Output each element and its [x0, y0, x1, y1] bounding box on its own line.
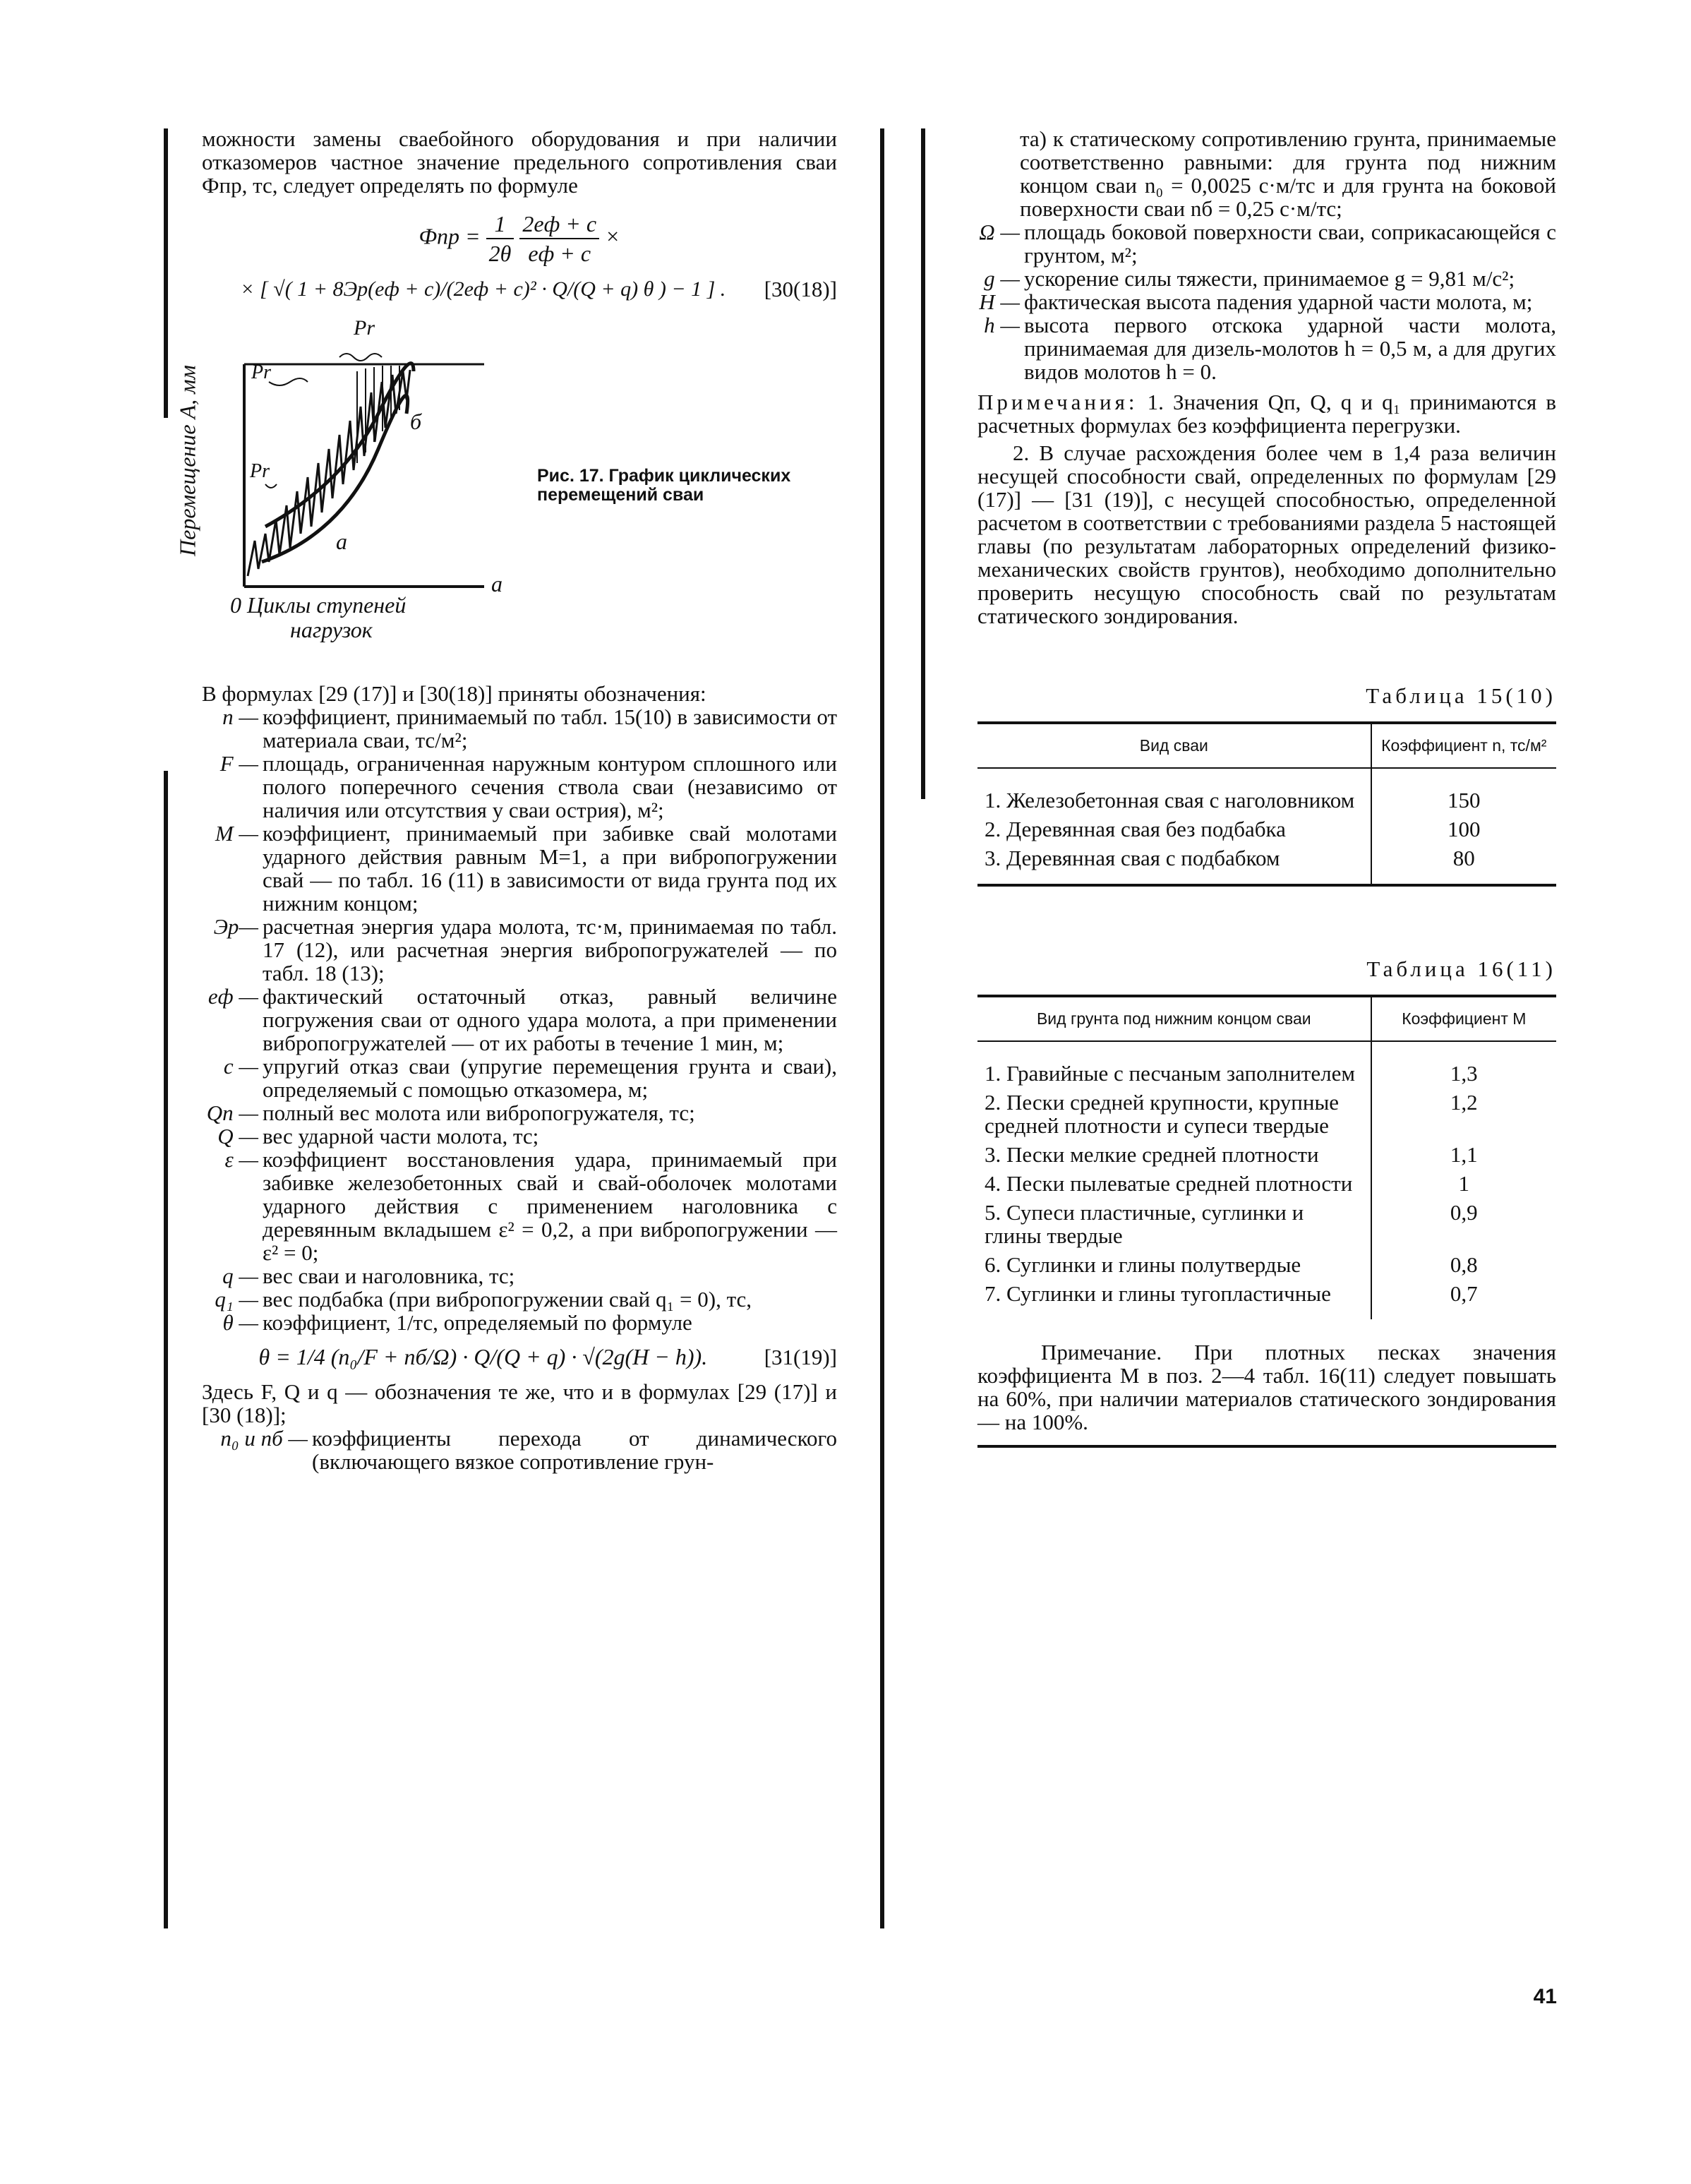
definition-item: [202, 1148, 837, 1264]
table-15-header-coef: Коэффициент n, тс/м²: [1371, 724, 1556, 768]
formula-30-number: [30(18)]: [764, 277, 837, 301]
definition-item: [202, 1427, 837, 1473]
table-cell-value: 1,1: [1450, 1142, 1478, 1167]
definition-text: коэффициент, 1/тс, определяемый по формуле: [263, 1310, 692, 1335]
definition-symbol: H —: [979, 289, 1020, 314]
table-cell-value: 1,3: [1450, 1061, 1478, 1086]
formula-31-number: [31(19)]: [764, 1345, 837, 1369]
definition-symbol: Эр—: [213, 914, 258, 939]
table-row: [977, 815, 1556, 844]
notes-1: [977, 390, 1556, 437]
table-cell-name: 1. Железобетонная свая с наголовником: [977, 768, 1371, 815]
definition-text: фактический остаточный отказ, равный величине погружения сваи от одного удара молота, а при применении вибропогружателей — от их работы в течение 1 мин, м;: [263, 984, 837, 1055]
definition-symbol: M —: [215, 821, 258, 846]
definition-symbol: n₀ и nб —: [220, 1426, 308, 1451]
margin-bar-left-top: [164, 128, 168, 418]
table-cell-value: 80: [1452, 846, 1475, 870]
notation-list-last: [202, 1427, 837, 1473]
definition-item: [202, 985, 837, 1055]
table-cell-value: 0,8: [1450, 1252, 1478, 1277]
definition-text: площадь боковой поверхности сваи, соприкасающейся с грунтом, м²;: [1024, 220, 1556, 268]
frac2-denominator: eф + c: [528, 241, 591, 266]
table-cell-name: 6. Суглинки и глины полутвердые: [977, 1250, 1371, 1279]
formula-30-line2: × [ √( 1 + 8Эр(eф + c)/(2eф + c)² · Q/(Q + q) θ ) − 1 ] .: [240, 277, 726, 301]
definition-text: коэффициент восстановления удара, принимаемый при забивке железобетонных свай и свай-оболочек молотами ударного действия с применением наголовника с деревянным вкладышем ε² = 0,2, а при вибропогружении — ε² = 0;: [263, 1147, 837, 1265]
table-16-header-soil: Вид грунта под нижним концом сваи: [977, 997, 1371, 1041]
formula-30-times: ×: [605, 223, 620, 249]
notation-list: [202, 705, 837, 1334]
definition-text: высота первого отскока ударной части молота, принимаемая для дизель-молотов h = 0,5 м, а для других видов молотов h = 0.: [1024, 313, 1556, 384]
table-16-header-coef: Коэффициент M: [1371, 997, 1556, 1041]
table-cell-value: 100: [1448, 817, 1481, 841]
table-cell-name: 2. Деревянная свая без подбабка: [977, 815, 1371, 844]
definition-symbol: Q —: [217, 1124, 258, 1148]
definition-symbol: eф —: [207, 984, 258, 1009]
formula-31-expr: θ = 1/4 (n₀/F + nб/Ω) · Q/(Q + q) · √(2g(H − h)).: [258, 1344, 708, 1369]
definition-symbol: n —: [222, 704, 258, 729]
definition-item: [977, 290, 1556, 313]
formula-30-frac2: [519, 210, 599, 268]
definition-text: полный вес молота или вибропогружателя, тс;: [263, 1100, 695, 1125]
left-column: [174, 126, 837, 1474]
formula-31: [202, 1345, 837, 1369]
definition-text: коэффициент, принимаемый по табл. 15(10) в зависимости от материала сваи, тс/м²;: [263, 704, 837, 752]
page-number: 41: [1533, 1985, 1557, 2008]
table-row: [977, 1279, 1556, 1319]
definition-symbol: Ω —: [979, 220, 1020, 244]
table-row: [977, 768, 1556, 815]
definition-symbol: Qп —: [206, 1100, 258, 1125]
definition-text: коэффициент, принимаемый при забивке свай молотами ударного действия равным M=1, а при вибропогружении свай — по табл. 16 (11) в зависимости от вида грунта под их нижним концом;: [263, 821, 837, 916]
definition-text: вес сваи и наголовника, тс;: [263, 1264, 515, 1288]
table-cell-value: 0,9: [1450, 1200, 1478, 1225]
definition-item: [202, 915, 837, 985]
table-row: [977, 1250, 1556, 1279]
table-row: [977, 1198, 1556, 1250]
margin-bar-center: [880, 128, 884, 1928]
table-cell-name: 5. Супеси пластичные, суглинки и глины твердые: [977, 1198, 1371, 1250]
table-cell-name: 4. Пески пылеватые средней плотности: [977, 1169, 1371, 1198]
frac1-numerator: 1: [486, 210, 514, 239]
table-15-header-type: Вид сваи: [977, 724, 1371, 768]
definition-item: [202, 1264, 837, 1288]
definition-text: площадь, ограниченная наружным контуром сплошного или полого поперечного сечения ствола сваи (независимо от наличия или отсутствия у сваи острия), м²;: [263, 751, 837, 822]
definition-item: [202, 1124, 837, 1148]
figure-17-caption: Рис. 17. График циклических перемещений сваи: [537, 466, 791, 505]
margin-bar-right: [921, 128, 925, 799]
figure-17-label-pr-top: Pr: [354, 316, 375, 340]
formula-30-lhs: Фпр =: [419, 223, 481, 249]
definition-item: [202, 1055, 837, 1101]
continued-text: та) к статическому сопротивлению грунта, принимаемые соответственно равными: для грунта под нижним концом сваи n₀ = 0,0025 с·м/тс и для грунта на боковой поверхности сваи nб = 0,25 с·м/тс;: [1020, 126, 1556, 221]
table-cell-value: 1,2: [1450, 1090, 1478, 1115]
table-row: [977, 1041, 1556, 1088]
definition-symbol: q —: [222, 1264, 258, 1288]
notes-2: 2. В случае расхождения более чем в 1,4 раза величин несущей способности свай, определенных по формулам [29 (17)] — [31 (19)], с несущей способностью, определенной расчетом в соответствии с требованиями раздела 5 настоящей главы (по результатам лабораторных определений физико-механических свойств грунтов), необходимо дополнительно проверить несущую способность свай по результатам статического зондирования.: [977, 440, 1556, 628]
notation-intro: В формулах [29 (17)] и [30(18)] приняты обозначения:: [202, 681, 706, 706]
right-column: [977, 127, 1556, 1448]
frac2-numerator: 2eф + c: [519, 210, 599, 239]
table-16-note: Примечание. При плотных песках значения коэффициента M в поз. 2—4 табл. 16(11) следует повышать на 60%, при наличии материалов статического зондирования — на 100%.: [977, 1340, 1556, 1434]
figure-17: [174, 316, 837, 654]
definition-text: коэффициенты перехода от динамического (включающего вязкое сопротивление грун-: [312, 1426, 837, 1474]
formula-30-frac1: [486, 210, 514, 268]
figure-17-label-a: a: [336, 529, 347, 554]
table-cell-name: 2. Пески средней крупности, крупные средней плотности и супеси твердые: [977, 1088, 1371, 1140]
definition-item: [977, 313, 1556, 383]
definition-item: [202, 822, 837, 915]
table-row: [977, 1140, 1556, 1169]
definition-symbol: θ —: [222, 1310, 258, 1335]
definition-text: ускорение силы тяжести, принимаемое g = 9,81 м/с²;: [1024, 266, 1515, 291]
definition-text: упругий отказ сваи (упругие перемещения грунта и сваи), определяемый с помощью отказомера, м;: [263, 1054, 837, 1102]
figure-17-xlabel-1: 0 Циклы ступеней: [230, 592, 407, 618]
figure-17-xlabel-2: нагрузок: [290, 617, 373, 642]
figure-17-label-axis-a: a: [491, 571, 503, 596]
table-cell-name: 7. Суглинки и глины тугопластичные: [977, 1279, 1371, 1319]
figure-17-label-pr-2: Pr: [250, 460, 270, 482]
margin-bar-left-bottom: [164, 771, 168, 1928]
table-row: [977, 1088, 1556, 1140]
table-16-title: Таблица 16(11): [1366, 956, 1556, 981]
definition-symbol: ε —: [224, 1147, 258, 1172]
table-cell-name: 1. Гравийные с песчаным заполнителем: [977, 1041, 1371, 1088]
definition-symbol: q₁ —: [215, 1287, 258, 1312]
notes-1-text: 1. Значения Qп, Q, q и q₁ принимаются в расчетных формулах без коэффициента перегрузки.: [977, 390, 1557, 438]
definition-item: [977, 220, 1556, 267]
notation-note: Здесь F, Q и q — обозначения те же, что и в формулах [29 (17)] и [30 (18)];: [202, 1379, 837, 1427]
table-row: [977, 844, 1556, 884]
figure-17-ylabel: Перемещение A, мм: [174, 365, 200, 556]
table-cell-value: 0,7: [1450, 1281, 1478, 1306]
table-cell-name: 3. Деревянная свая с подбабком: [977, 844, 1371, 884]
definition-item: [202, 1101, 837, 1124]
table-16: [977, 995, 1556, 1448]
definition-symbol: c —: [223, 1054, 258, 1079]
figure-17-label-b: б: [410, 409, 422, 434]
table-15: [977, 721, 1556, 887]
definition-text: фактическая высота падения ударной части молота, м;: [1024, 289, 1533, 314]
formula-30: [202, 210, 837, 301]
definition-item: [202, 705, 837, 752]
notes-heading: Примечания:: [977, 390, 1138, 414]
definition-symbol: F —: [219, 751, 258, 776]
table-15-title: Таблица 15(10): [1366, 683, 1556, 708]
definition-text: расчетная энергия удара молота, тс·м, принимаемая по табл. 17 (12), или расчетная энергия вибропогружателей — по табл. 18 (13);: [263, 914, 837, 985]
intro-paragraph: можности замены сваебойного оборудования и при наличии отказомеров частное значение предельного сопротивления сваи Фпр, тс, следует определять по формуле: [202, 126, 837, 198]
definition-item: [202, 1311, 837, 1334]
table-cell-value: 150: [1448, 788, 1481, 812]
definition-symbol: g —: [984, 266, 1020, 291]
definition-item: [202, 752, 837, 822]
table-row: [977, 1169, 1556, 1198]
definition-text: вес ударной части молота, тс;: [263, 1124, 539, 1148]
definition-item: [202, 1288, 837, 1311]
table-cell-value: 1: [1458, 1171, 1470, 1196]
definition-text: вес подбабка (при вибропогружении свай q₁ = 0), тс,: [263, 1287, 752, 1312]
definition-symbol: h —: [984, 313, 1020, 337]
figure-17-label-pr-1: Pr: [251, 361, 271, 383]
definition-item: [977, 267, 1556, 290]
notation-list-right: [977, 220, 1556, 383]
table-cell-name: 3. Пески мелкие средней плотности: [977, 1140, 1371, 1169]
frac1-denominator: 2θ: [488, 241, 512, 266]
